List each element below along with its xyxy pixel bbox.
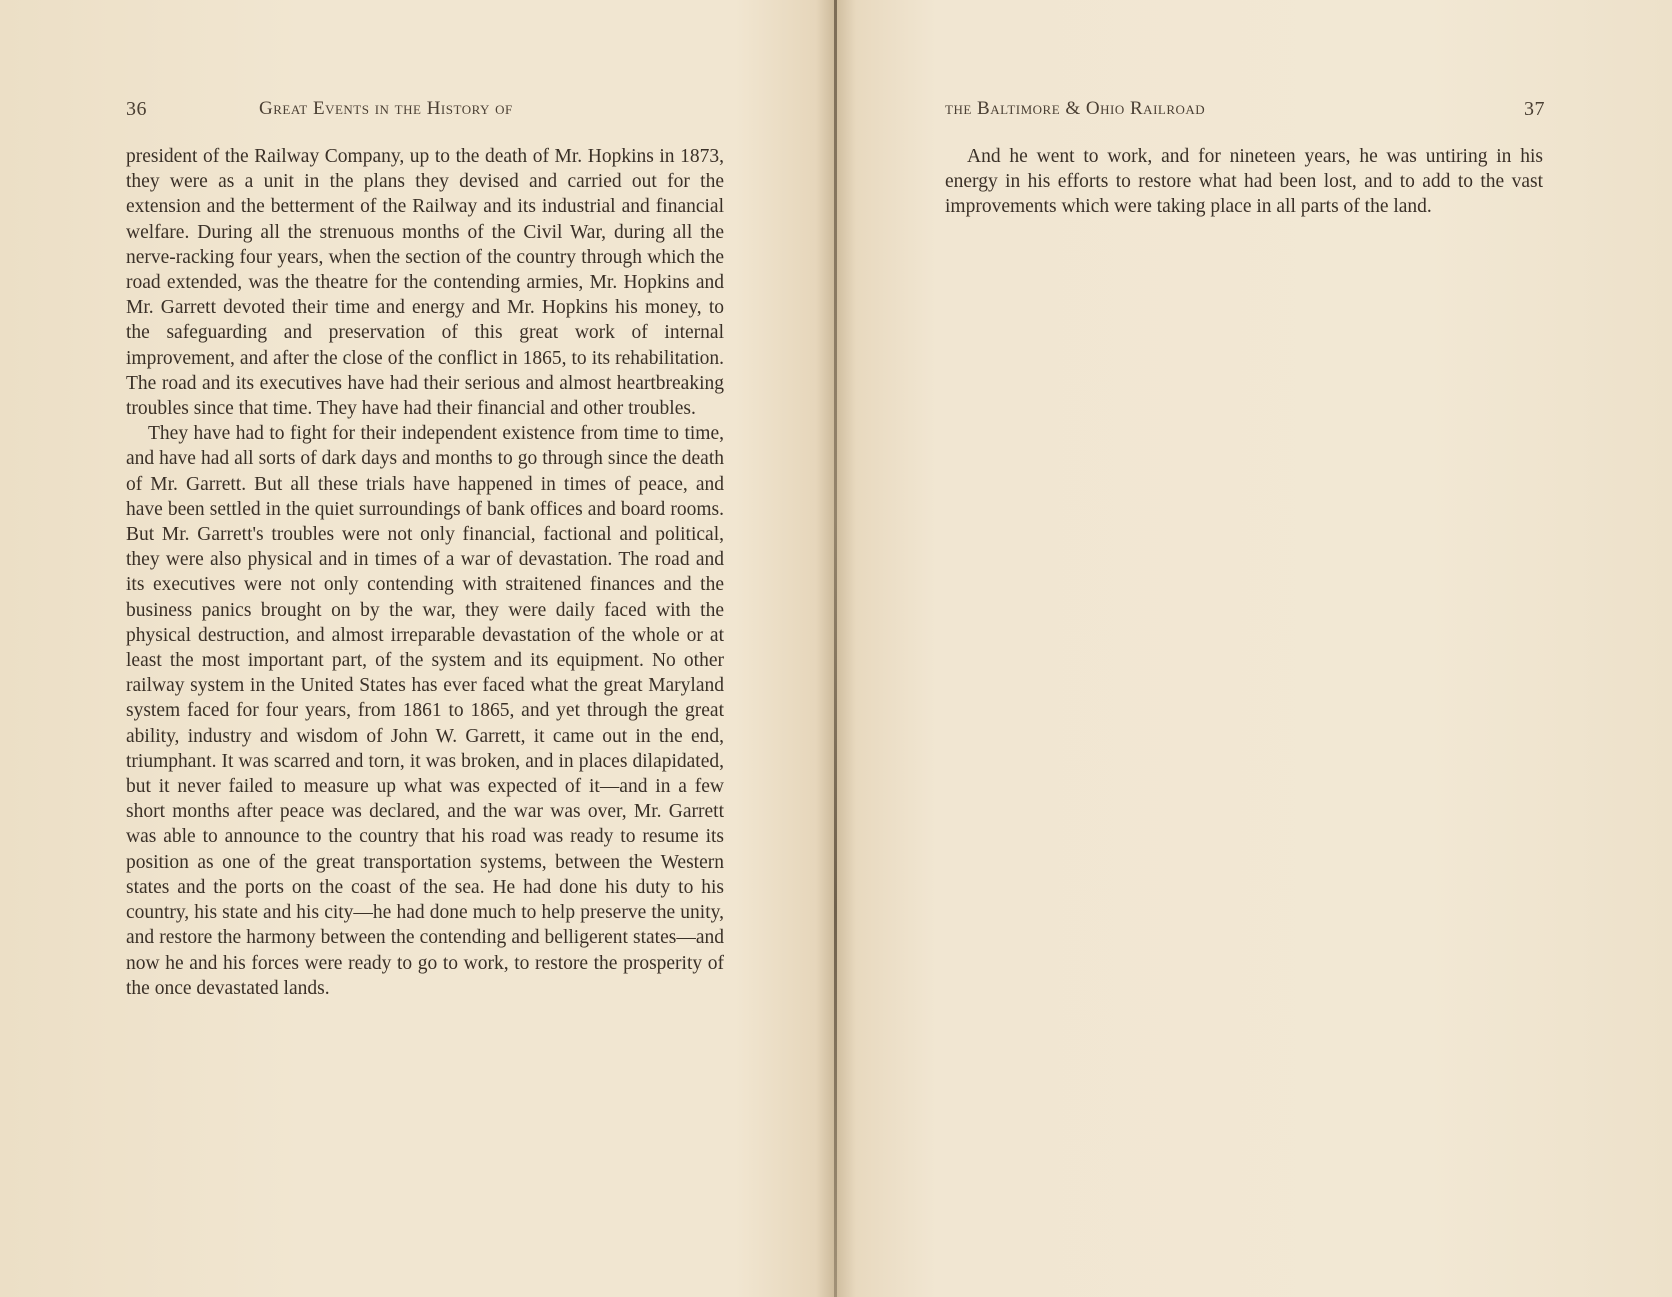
paragraph: They have had to fight for their independent existence from time to time, and have had all sorts of dark days and months to go through since the death of Mr. Garrett. But all these trials have happened in times of peace, and have been settled in the quiet surroundings of bank offices and board rooms. But Mr. Garrett's troubles were not only financial, factional and political, they were also physical and in times of a war of devastation. The road and its executives were not only contending with straitened finances and the business panics brought on by the war, they were daily faced with the physical destruction, and almost irreparable devastation of the whole or at least the most important part, of the system and its equipment. No other railway system in the United States has ever faced what the great Maryland system faced for four years, from 1861 to 1865, and yet through the great ability, industry and wisdom of John W. Garrett, it came out in the end, triumphant. It was scarred and torn, it was broken, and in places dilapidated, but it never failed to measure up what was expected of it—and in a few short months after peace was declared, and the war was over, Mr. Garrett was able to announce to the country that his road was ready to resume its position as one of the great transportation systems, between the Western states and the ports on the coast of the sea. He had done his duty to his country, his state and his city—he had done much to help preserve the unity, and restore the harmony between the contending and belligerent states—and now he and his forces were ready to go to work, to restore the prosperity of the once devastated lands. <box>126 423 724 999</box>
paragraph: president of the Railway Company, up to the death of Mr. Hopkins in 1873, they were as a unit in the plans they devised and carried out for the extension and the betterment of the Railway and its industrial and financial welfare. During all the strenuous months of the Civil War, during all the nerve-racking four years, when the section of the country through which the road extended, was the theatre for the contending armies, Mr. Hopkins and Mr. Garrett devoted their time and energy and Mr. Hopkins his money, to the safeguarding and preservation of this great work of internal improvement, and after the close of the conflict in 1865, to its rehabilitation. The road and its executives have had their serious and almost heartbreaking troubles since that time. They have had their financial and other troubles. <box>126 146 724 420</box>
right-page <box>837 0 1672 1297</box>
left-body-text <box>126 144 724 1001</box>
right-page-number: 37 <box>1524 98 1545 120</box>
right-running-title: the Baltimore & Ohio Railroad <box>945 98 1206 119</box>
right-body-text <box>945 144 1543 220</box>
right-running-head <box>945 98 1545 124</box>
left-page-number: 36 <box>126 98 147 120</box>
left-running-title: Great Events in the History of <box>259 98 513 119</box>
paragraph: And he went to work, and for nineteen years, he was untiring in his energy in his efforts to restore what had been lost, and to add to the vast improvements which were taking place in all parts of the land. <box>945 146 1543 218</box>
left-page <box>0 0 834 1297</box>
left-running-head <box>126 98 726 124</box>
